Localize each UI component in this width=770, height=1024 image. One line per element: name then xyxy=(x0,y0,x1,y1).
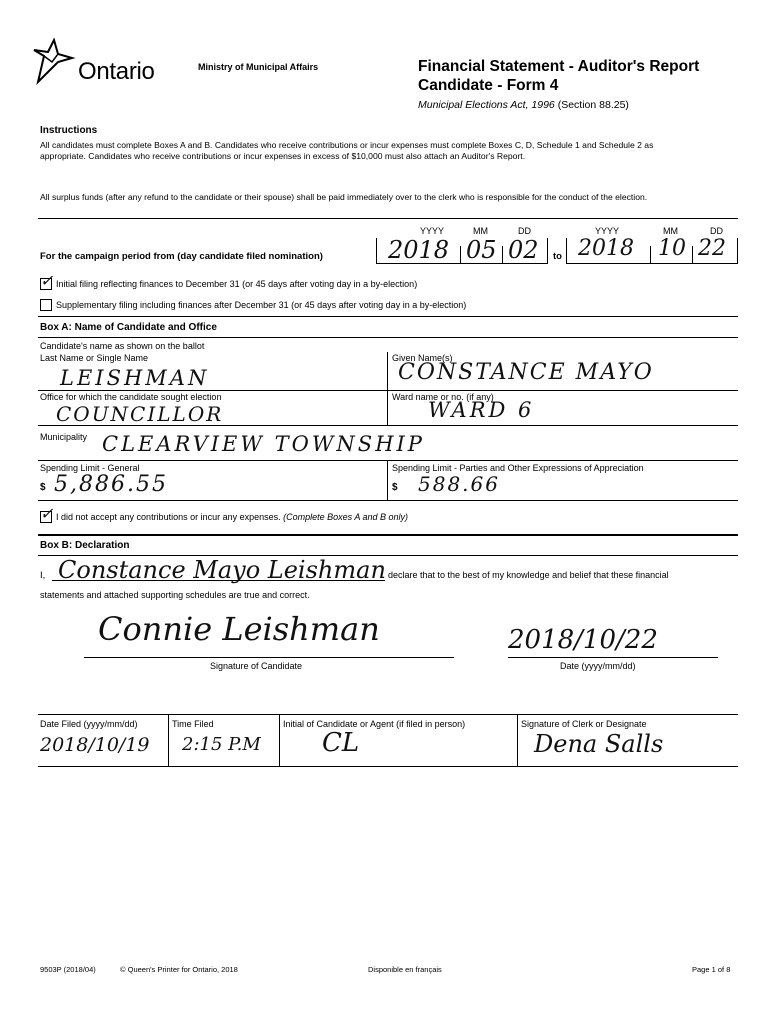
last-name-input[interactable]: LEISHMAN xyxy=(60,366,210,390)
box-a-top-rule xyxy=(38,316,738,317)
check-mark-icon: ✓ xyxy=(40,504,54,523)
time-filed-input[interactable]: 2:15 P.M xyxy=(182,734,261,755)
given-names-label: Given Name(s) xyxy=(392,353,453,363)
candidate-signature[interactable]: Connie Leishman xyxy=(98,610,380,648)
copyright: © Queen's Printer for Ontario, 2018 xyxy=(120,965,238,974)
office-row-rule xyxy=(38,425,738,426)
signature-label: Signature of Candidate xyxy=(210,661,303,671)
declaration-text-2: statements and attached supporting schedules are true and correct. xyxy=(40,590,310,600)
filed-bottom-rule xyxy=(38,766,738,767)
municipality-input[interactable]: CLEARVIEW TOWNSHIP xyxy=(102,432,425,456)
divider xyxy=(38,218,738,219)
field-divider xyxy=(460,246,461,264)
initial-label: Initial of Candidate or Agent (if filed in person) xyxy=(283,719,466,729)
clerk-signature-label: Signature of Clerk or Designate xyxy=(521,719,647,729)
check-mark-icon: ✓ xyxy=(40,271,54,290)
to-dd-label: DD xyxy=(710,226,723,236)
no-contributions-label: I did not accept any contributions or incur any expenses. xyxy=(56,512,281,522)
no-contributions-checkbox[interactable] xyxy=(40,504,54,523)
column-divider xyxy=(387,460,388,500)
to-mm-label: MM xyxy=(663,226,678,236)
french-availability: Disponible en français xyxy=(368,965,442,974)
box-a-heading: Box A: Name of Candidate and Office xyxy=(40,322,217,333)
act-reference xyxy=(418,99,699,111)
from-mm: 05 xyxy=(466,236,497,264)
no-contributions-note: (Complete Boxes A and B only) xyxy=(283,512,409,522)
date-label: Date (yyyy/mm/dd) xyxy=(560,661,636,671)
field-divider xyxy=(566,238,567,264)
ward-label: Ward name or no. (if any) xyxy=(392,392,494,402)
instructions-heading: Instructions xyxy=(40,125,98,136)
to-dd: 22 xyxy=(698,236,726,261)
office-input[interactable]: COUNCILLOR xyxy=(56,402,224,426)
initial-filing-label: Initial filing reflecting finances to December 31 (or 45 days after voting day in a by-election) xyxy=(56,279,418,289)
field-divider xyxy=(547,238,548,264)
limit-parties-input[interactable]: 588.66 xyxy=(418,472,500,496)
field-underline xyxy=(566,263,738,264)
ward-input[interactable]: WARD 6 xyxy=(428,398,535,422)
municipality-label: Municipality xyxy=(40,432,88,442)
box-a-heading-rule xyxy=(38,337,738,338)
to-mm: 10 xyxy=(658,236,686,261)
limit-general-label: Spending Limit - General xyxy=(40,463,140,473)
filed-top-rule xyxy=(38,714,738,715)
declaration-i: I, xyxy=(40,570,46,581)
clerk-signature-input[interactable]: Dena Salls xyxy=(534,730,664,758)
column-divider xyxy=(517,714,518,766)
dollar-sign: $ xyxy=(40,482,46,493)
signature-line xyxy=(84,657,454,658)
field-divider xyxy=(692,246,693,264)
box-b-heading: Box B: Declaration xyxy=(40,540,130,551)
field-divider xyxy=(737,238,738,264)
initial-filing-checkbox[interactable] xyxy=(40,271,54,290)
to-date-field[interactable] xyxy=(566,236,738,264)
logo-text: Ontario xyxy=(78,58,155,85)
title-line-1: Financial Statement - Auditor's Report xyxy=(418,58,700,75)
box-b-top-rule xyxy=(38,534,738,536)
limit-row-rule xyxy=(38,500,738,501)
limit-parties-label: Spending Limit - Parties and Other Expressions of Appreciation xyxy=(392,463,644,473)
trillium-icon xyxy=(30,38,76,86)
column-divider xyxy=(168,714,169,766)
from-yyyy-label: YYYY xyxy=(420,226,445,236)
ministry-name: Ministry of Municipal Affairs xyxy=(198,62,319,72)
supplementary-filing-label: Supplementary filing including finances after December 31 (or 45 days after voting day in a by-election) xyxy=(56,300,467,310)
given-names-input[interactable]: CONSTANCE MAYO xyxy=(398,360,654,385)
name-row-rule xyxy=(38,390,738,391)
field-divider xyxy=(502,246,503,264)
date-filed-label: Date Filed (yyyy/mm/dd) xyxy=(40,719,138,729)
act-section: (Section 88.25) xyxy=(557,99,629,111)
limit-general-input[interactable]: 5,886.55 xyxy=(54,472,168,497)
declaration-date[interactable]: 2018/10/22 xyxy=(508,625,658,655)
form-title xyxy=(418,58,699,111)
to-label: to xyxy=(553,251,562,262)
from-mm-label: MM xyxy=(473,226,488,236)
no-contributions-text xyxy=(56,512,408,522)
to-yyyy-label: YYYY xyxy=(595,226,620,236)
title-line-2: Candidate - Form 4 xyxy=(418,77,559,94)
to-yyyy: 2018 xyxy=(578,236,634,261)
field-divider xyxy=(650,246,651,264)
dollar-sign: $ xyxy=(392,482,398,493)
municipality-row-rule xyxy=(38,460,738,461)
office-label: Office for which the candidate sought election xyxy=(40,392,222,402)
column-divider xyxy=(279,714,280,766)
field-divider xyxy=(376,238,377,264)
ballot-name-label: Candidate's name as shown on the ballot xyxy=(40,341,205,351)
instructions-para-1: All candidates must complete Boxes A and B. Candidates who receive contributions or incur expenses must complete Boxes C, D, Schedule 1 and Schedule 2 as appropriate. Candidates who receive contributions or incur expenses in excess of $10,000 must also attach an Auditor's Report. xyxy=(40,140,654,161)
from-dd-label: DD xyxy=(518,226,531,236)
date-filed-input[interactable]: 2018/10/19 xyxy=(40,734,150,756)
from-date-field[interactable] xyxy=(376,236,548,264)
from-dd: 02 xyxy=(508,236,539,264)
act-name: Municipal Elections Act, 1996 xyxy=(418,99,555,111)
form-code: 9503P (2018/04) xyxy=(40,965,96,974)
campaign-period-label: For the campaign period from (day candidate filed nomination) xyxy=(40,251,323,262)
column-divider xyxy=(387,390,388,426)
time-filed-label: Time Filed xyxy=(172,719,214,729)
from-yyyy: 2018 xyxy=(388,236,450,264)
declarant-underline xyxy=(52,580,385,581)
supplementary-filing-checkbox[interactable] xyxy=(40,299,52,311)
page-number: Page 1 of 8 xyxy=(692,965,731,974)
declaration-text: declare that to the best of my knowledge and belief that these financial xyxy=(388,570,669,580)
ontario-logo xyxy=(30,38,180,88)
last-name-label: Last Name or Single Name xyxy=(40,353,149,363)
declarant-name-input[interactable]: Constance Mayo Leishman xyxy=(58,556,386,584)
initial-input[interactable]: CL xyxy=(322,728,360,758)
date-line xyxy=(508,657,718,658)
instructions-para-2: All surplus funds (after any refund to the candidate or their spouse) shall be paid immediately over to the clerk who is responsible for the conduct of the election. xyxy=(40,192,648,202)
